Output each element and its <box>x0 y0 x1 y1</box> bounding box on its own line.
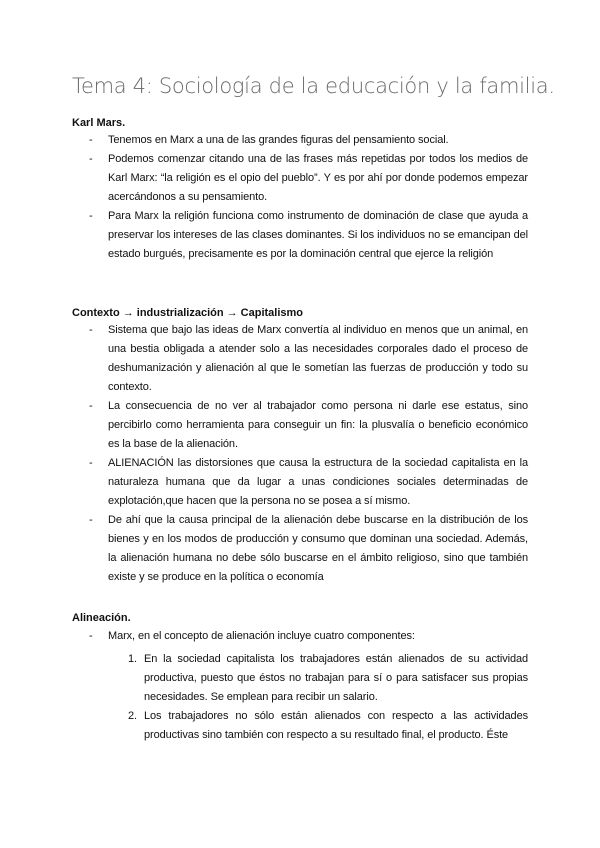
list-item: - Para Marx la religión funciona como instrumento de dominación de clase que ayuda a preservar los intereses de las clases dominantes. Si los individuos no se emancipan del estado burgués, precisamente es por la dominación central que ejerce la religión <box>72 207 528 264</box>
document-title: Tema 4: Sociología de la educación y la familia. <box>72 74 555 98</box>
list-item: - ALIENACIÓN las distorsiones que causa la estructura de la sociedad capitalista en la naturaleza humana que da lugar a unas condiciones sociales determinadas de explotación,que hacen que la persona no se posea a sí mismo. <box>72 454 528 511</box>
numbered-item <box>72 707 528 745</box>
karl-mars-list <box>72 131 528 264</box>
list-item: - De ahí que la causa principal de la alienación debe buscarse en la distribución de los bienes y en los modos de producción y consumo que dominan una sociedad. Además, la alienación humana no debe sólo buscarse en el ámbito religioso, sino que también existe y se produce en la política o economía <box>72 511 528 587</box>
item-text: Los trabajadores no sólo están alienados con respecto a las actividades productivas sino también con respecto a su resultado final, el producto. Éste <box>144 710 528 741</box>
list-item: - Podemos comenzar citando una de las frases más repetidas por todos los medios de Karl Marx: “la religión es el opio del pueblo”. Y es por ahí por donde podemos empezar acercándonos a su pensamiento. <box>72 150 528 207</box>
section-heading-contexto: Contexto → industrialización → Capitalismo <box>72 307 304 319</box>
alineacion-list <box>72 627 528 646</box>
alienation-components-list <box>72 650 528 745</box>
list-item: - Marx, en el concepto de alienación incluye cuatro componentes: <box>72 627 528 646</box>
item-number: 1. <box>128 653 137 665</box>
section-heading-karl-mars: Karl Mars. <box>72 117 126 129</box>
list-item: - Sistema que bajo las ideas de Marx convertía al individuo en menos que un animal, en una bestia obligada a atender solo a las necesidades corporales dado el proceso de deshumanización y alienación al que le sometían las fuerzas de producción y todo su contexto. <box>72 321 528 397</box>
item-number: 2. <box>128 710 137 722</box>
list-item: - La consecuencia de no ver al trabajador como persona ni darle ese estatus, sino percibirlo como herramienta para conseguir un fin: la plusvalía o beneficio económico es la base de la alienación. <box>72 397 528 454</box>
numbered-item <box>72 650 528 707</box>
section-heading-alineacion: Alineación. <box>72 612 131 624</box>
contexto-list <box>72 321 528 587</box>
list-item: - Tenemos en Marx a una de las grandes figuras del pensamiento social. <box>72 131 528 150</box>
item-text: En la sociedad capitalista los trabajadores están alienados de su actividad productiva, puesto que éstos no trabajan para sí o para satisfacer sus propias necesidades. Se emplean para recibir un salario. <box>144 653 528 703</box>
